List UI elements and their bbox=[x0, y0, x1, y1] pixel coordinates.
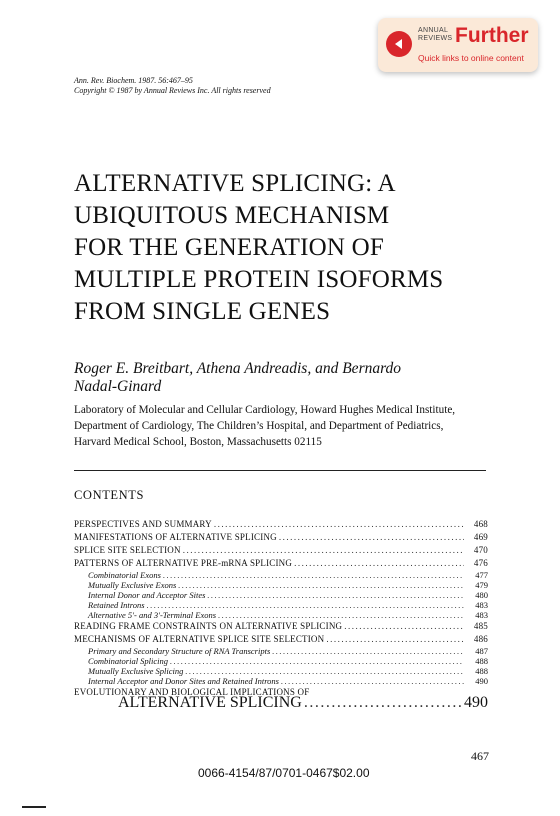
authors-line: Roger E. Breitbart, Athena Andreadis, and Bernardo bbox=[74, 360, 402, 377]
toc-entry[interactable] bbox=[74, 633, 488, 646]
toc-entry[interactable] bbox=[74, 580, 488, 590]
title-line: UBIQUITOUS MECHANISM bbox=[74, 202, 390, 229]
badge-further-label: Further bbox=[455, 24, 529, 47]
toc-entry[interactable] bbox=[74, 646, 488, 656]
toc-entry-label: READING FRAME CONSTRAINTS ON ALTERNATIVE SPLICING bbox=[74, 621, 343, 631]
toc-leader-dots bbox=[344, 620, 464, 633]
toc-leader-dots bbox=[294, 557, 464, 570]
toc-entry-label: EVOLUTIONARY AND BIOLOGICAL IMPLICATIONS OF bbox=[74, 687, 310, 697]
toc-entry-page: 488 bbox=[475, 656, 488, 666]
authors-line: Nadal-Ginard bbox=[74, 378, 162, 395]
toc-leader-dots bbox=[170, 656, 464, 666]
toc-leader-dots bbox=[207, 590, 464, 600]
toc-leader-dots bbox=[272, 646, 464, 656]
title-line: FOR THE GENERATION OF bbox=[74, 234, 384, 261]
citation-journal: Ann. Rev. Biochem. 1987. 56:467–95 bbox=[74, 76, 193, 85]
toc-entry-page: 476 bbox=[473, 558, 488, 568]
toc-entry-label: PERSPECTIVES AND SUMMARY bbox=[74, 519, 212, 529]
affiliation-line: Harvard Medical School, Boston, Massachusetts 02115 bbox=[74, 436, 322, 448]
badge-subtitle: Quick links to online content bbox=[418, 53, 524, 63]
toc-entry-page: 483 bbox=[475, 610, 488, 620]
toc-entry-label: MECHANISMS OF ALTERNATIVE SPLICE SITE SELECTION bbox=[74, 634, 325, 644]
toc-entry[interactable] bbox=[74, 666, 488, 676]
toc-entry-label: SPLICE SITE SELECTION bbox=[74, 545, 181, 555]
toc-entry[interactable] bbox=[74, 590, 488, 600]
toc-entry-label: MANIFESTATIONS OF ALTERNATIVE SPLICING bbox=[74, 532, 277, 542]
toc-entry-page: 479 bbox=[475, 580, 488, 590]
page-number: 467 bbox=[471, 749, 489, 763]
badge-annual-reviews: ANNUAL REVIEWS bbox=[418, 27, 453, 42]
toc-entry-page: 477 bbox=[475, 570, 488, 580]
table-of-contents bbox=[74, 518, 488, 712]
toc-entry-page: 483 bbox=[475, 600, 488, 610]
toc-entry-page: 480 bbox=[475, 590, 488, 600]
toc-entry-page: 469 bbox=[473, 532, 488, 542]
toc-entry-page: 486 bbox=[473, 634, 488, 644]
toc-entry[interactable] bbox=[74, 544, 488, 557]
toc-entry-page: 487 bbox=[475, 646, 488, 656]
toc-entry-label: Internal Acceptor and Donor Sites and Retained Introns bbox=[88, 676, 279, 686]
toc-entry-page: 488 bbox=[475, 666, 488, 676]
toc-entry-label: PATTERNS OF ALTERNATIVE PRE-mRNA SPLICING bbox=[74, 558, 293, 568]
toc-entry[interactable] bbox=[74, 620, 488, 633]
authors bbox=[74, 360, 401, 396]
price-code: 0066-4154/87/0701-0467$02.00 bbox=[198, 766, 370, 780]
citation bbox=[74, 76, 271, 96]
toc-leader-dots bbox=[279, 531, 464, 544]
toc-entry-label: Mutually Exclusive Splicing bbox=[88, 666, 184, 676]
toc-entry-label: Primary and Secondary Structure of RNA Transcripts bbox=[88, 646, 271, 656]
toc-leader-dots bbox=[163, 570, 464, 580]
toc-entry[interactable] bbox=[74, 531, 488, 544]
affiliation bbox=[74, 402, 494, 450]
toc-entry-page: 470 bbox=[473, 545, 488, 555]
toc-entry[interactable] bbox=[74, 656, 488, 666]
toc-leader-dots bbox=[214, 518, 464, 531]
toc-entry-page: 490 bbox=[464, 694, 488, 711]
footer-mark bbox=[22, 806, 46, 808]
affiliation-line: Department of Cardiology, The Children’s Hospital, and Department of Pediatrics, bbox=[74, 420, 444, 432]
toc-leader-dots bbox=[147, 600, 464, 610]
toc-entry-label: Alternative 5′- and 3′-Terminal Exons bbox=[88, 610, 217, 620]
toc-entry[interactable] bbox=[74, 570, 488, 580]
toc-entry-page: 485 bbox=[473, 621, 488, 631]
toc-entry-label: Mutually Exclusive Exons bbox=[88, 580, 177, 590]
title-line: FROM SINGLE GENES bbox=[74, 298, 331, 325]
toc-entry[interactable] bbox=[74, 600, 488, 610]
title-line: ALTERNATIVE SPLICING: A bbox=[74, 170, 396, 197]
toc-entry-label: Retained Introns bbox=[88, 600, 145, 610]
toc-entry-label: Internal Donor and Acceptor Sites bbox=[88, 590, 206, 600]
citation-copyright: Copyright © 1987 by Annual Reviews Inc. All rights reserved bbox=[74, 86, 271, 95]
title-line: MULTIPLE PROTEIN ISOFORMS bbox=[74, 266, 444, 293]
article-title bbox=[74, 168, 443, 328]
toc-entry[interactable] bbox=[74, 676, 488, 686]
further-badge[interactable] bbox=[378, 18, 538, 72]
toc-entry[interactable] bbox=[74, 694, 488, 712]
toc-leader-dots bbox=[185, 666, 464, 676]
toc-leader-dots bbox=[178, 580, 464, 590]
toc-entry-label: ALTERNATIVE SPLICING bbox=[118, 694, 302, 711]
toc-entry[interactable] bbox=[74, 518, 488, 531]
toc-leader-dots bbox=[326, 633, 464, 646]
section-divider bbox=[74, 470, 486, 471]
toc-entry[interactable] bbox=[74, 557, 488, 570]
toc-leader-dots bbox=[183, 544, 464, 557]
toc-entry[interactable] bbox=[74, 610, 488, 620]
toc-entry-page: 490 bbox=[475, 676, 488, 686]
affiliation-line: Laboratory of Molecular and Cellular Cardiology, Howard Hughes Medical Institute, bbox=[74, 404, 456, 416]
toc-leader-dots bbox=[281, 676, 464, 686]
toc-entry-label: Combinatorial Splicing bbox=[88, 656, 169, 666]
contents-heading: CONTENTS bbox=[74, 488, 145, 502]
back-arrow-icon bbox=[386, 31, 412, 57]
toc-leader-dots bbox=[218, 610, 464, 620]
toc-entry-page: 468 bbox=[473, 519, 488, 529]
toc-entry-label: Combinatorial Exons bbox=[88, 570, 161, 580]
toc-leader-dots bbox=[304, 694, 462, 712]
